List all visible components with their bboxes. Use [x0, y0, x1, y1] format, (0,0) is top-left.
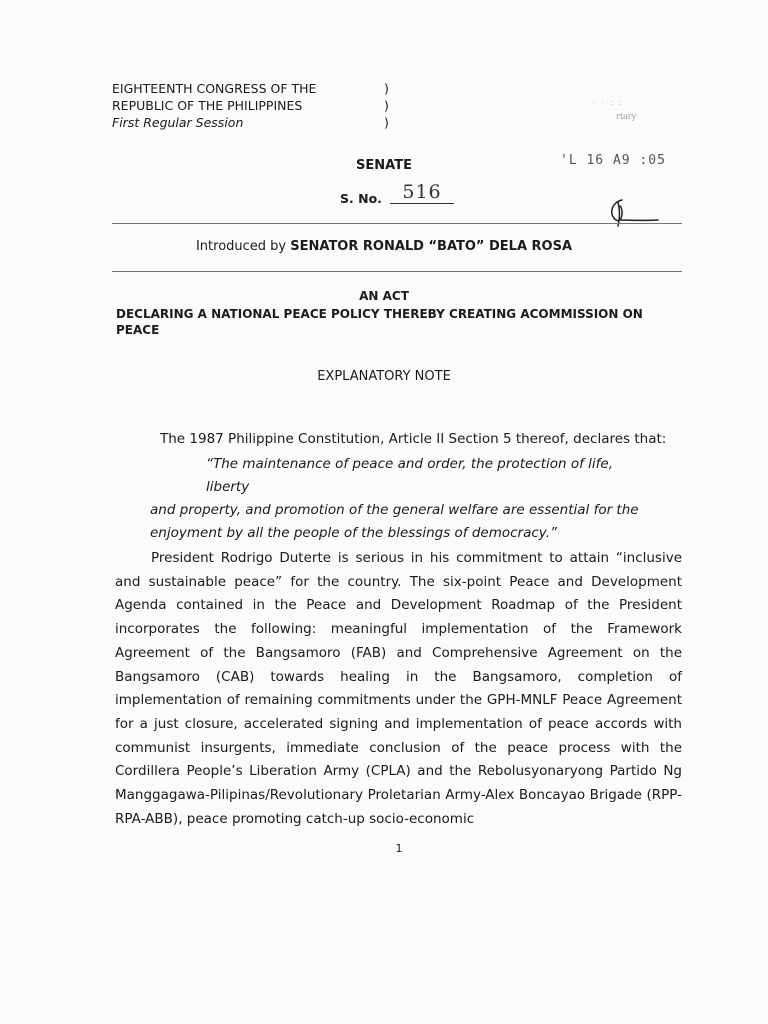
constitution-intro: The 1987 Philippine Constitution, Article II Section 5 thereof, declares that: — [160, 431, 667, 447]
senate-label: SENATE — [356, 158, 412, 173]
congress-header — [112, 80, 316, 131]
constitution-quote — [150, 453, 660, 545]
divider-line-top — [112, 223, 682, 224]
session-line: First Regular Session — [112, 115, 244, 130]
paren-3: ) — [384, 115, 389, 130]
faint-stamp-mark: · · : : — [592, 98, 625, 107]
senate-bill-number: 516 — [390, 181, 454, 204]
body-paragraph: President Rodrigo Duterte is serious in his commitment to attain “inclusive and sustainable peace” for the country. The six-point Peace and Development Agenda contained in the Peace and Development Roadmap of the President incorporates the following: meaningful implementation of the Framework Agreement of the Bangsamoro (FAB) and Comprehensive Agreement on the Bangsamoro (CAB) towards healing in the Bangsamoro, completion of implementation of remaining commitments under the GPH-MNLF Peace Agreement for a just closure, accelerated signing and implementation of peace accords with communist insurgents, immediate conclusion of the peace process with the Cordillera People’s Liberation Army (CPLA) and the Rebolusyonaryong Partido Ng Manggagawa-Pilipinas/Revolutionary Proletarian Army-Alex Boncayao Brigade (RPP-RPA-ABB), peace promoting catch-up socio-economic — [115, 550, 682, 827]
paren-2: ) — [384, 98, 389, 113]
introduced-by-line — [0, 239, 768, 254]
introduced-by-prefix: Introduced by — [195, 239, 287, 254]
page-number: 1 — [395, 842, 403, 855]
senate-bill-number-label: S. No. — [340, 191, 382, 206]
divider-line-bottom — [112, 271, 682, 272]
act-title: DECLARING A NATIONAL PEACE POLICY THEREBY CREATING ACOMMISSION ON PEACE — [116, 307, 643, 337]
paren-1: ) — [384, 81, 389, 96]
received-time-stamp: 'L 16 A9 :05 — [560, 153, 666, 168]
act-heading: AN ACT — [359, 289, 409, 303]
quote-line-1: “The maintenance of peace and order, the protection of life, liberty — [206, 456, 614, 495]
header-parentheses — [384, 80, 389, 131]
faint-stamp-text: rtary — [616, 112, 637, 121]
explanatory-note-heading: EXPLANATORY NOTE — [317, 369, 451, 384]
quote-remainder: and property, and promotion of the general welfare are essential for the enjoyment by all the people of the blessings of democracy.” — [150, 502, 639, 541]
senator-name: SENATOR RONALD “BATO” DELA ROSA — [290, 239, 573, 254]
congress-line-2: REPUBLIC OF THE PHILIPPINES — [112, 98, 303, 113]
congress-line-1: EIGHTEENTH CONGRESS OF THE — [112, 81, 317, 96]
